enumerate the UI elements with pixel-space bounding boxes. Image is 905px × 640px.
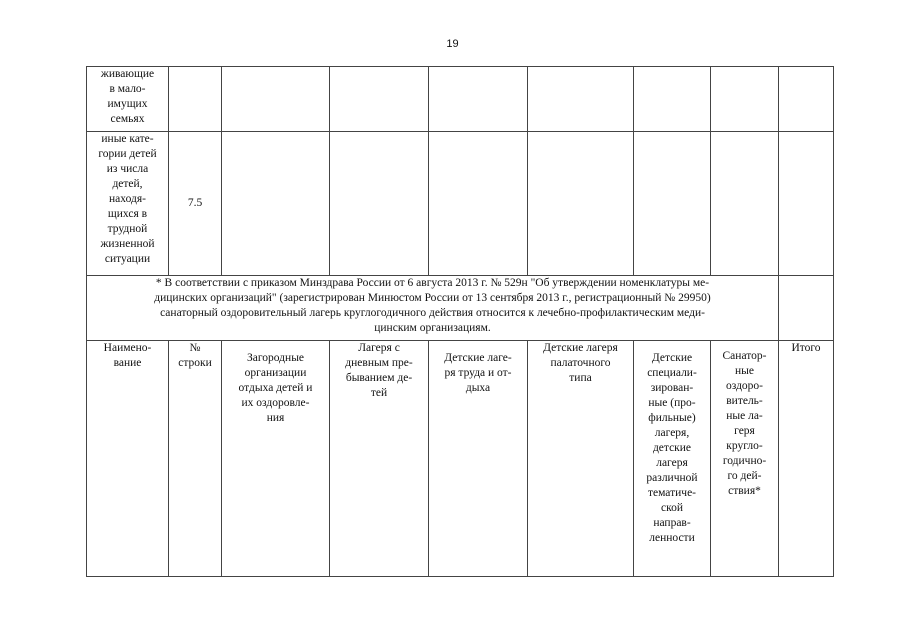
footnote-line: санаторный оздоровительный лагерь круглогодичного действия относится к лечебно-профилактическим меди- xyxy=(160,307,705,319)
data-cell xyxy=(779,67,834,132)
header-sanatorium-camps xyxy=(711,341,779,577)
data-cell xyxy=(711,67,779,132)
header-line: дыха xyxy=(465,382,491,394)
row-name-line: семьях xyxy=(110,113,145,125)
row-name-line: из числа xyxy=(106,163,149,175)
row-name-line: имущих xyxy=(107,98,148,110)
header-line: направ- xyxy=(653,517,691,529)
table-row xyxy=(87,67,834,132)
header-line: Детские xyxy=(651,352,693,364)
row-name-line: щихся в xyxy=(107,208,148,220)
header-line: тей xyxy=(370,387,388,399)
statistics-form-table xyxy=(86,66,834,577)
footnote-cell xyxy=(87,276,779,341)
header-total: Итого xyxy=(779,341,834,577)
header-line: ные xyxy=(735,365,754,377)
header-line: годично- xyxy=(722,455,767,467)
header-line: Загородные xyxy=(246,352,305,364)
row-name-line: в мало- xyxy=(109,83,146,95)
header-line: Наимено- xyxy=(103,342,152,354)
data-cell xyxy=(330,67,429,132)
column-header-row xyxy=(87,341,834,577)
data-cell xyxy=(528,67,634,132)
header-line: лагеря, xyxy=(654,427,690,439)
header-line: специали- xyxy=(647,367,697,379)
header-line: ствия* xyxy=(728,485,761,497)
data-cell xyxy=(528,132,634,276)
footnote-row xyxy=(87,276,834,341)
data-cell xyxy=(779,132,834,276)
header-line: лагеря xyxy=(656,457,688,469)
header-line: тематиче- xyxy=(647,487,697,499)
data-cell xyxy=(634,132,711,276)
header-specialized-camps xyxy=(634,341,711,577)
data-cell xyxy=(222,67,330,132)
row-name-line: трудной xyxy=(107,223,148,235)
row-name-line: гории детей xyxy=(98,148,157,160)
header-country-camps xyxy=(222,341,330,577)
footnote-line: * В соответствии с приказом Минздрава России от 6 августа 2013 г. № 529н "Об утверждении номенклатуры ме- xyxy=(155,277,710,289)
header-line: № xyxy=(189,342,201,354)
header-line: типа xyxy=(569,372,592,384)
row-name-line: жизненной xyxy=(100,238,155,250)
row-name-line: находя- xyxy=(109,193,146,205)
footnote-line: цинским организациям. xyxy=(374,322,491,334)
header-line: ленности xyxy=(649,532,695,544)
header-tent-camps xyxy=(528,341,634,577)
header-name xyxy=(87,341,169,577)
header-line: детские xyxy=(652,442,692,454)
data-cell xyxy=(429,132,528,276)
header-line: оздоро- xyxy=(725,380,763,392)
header-line: палаточного xyxy=(550,357,611,369)
header-line: быванием де- xyxy=(345,372,413,384)
header-line: ря труда и от- xyxy=(444,367,512,379)
data-cell xyxy=(222,132,330,276)
header-line: ные (про- xyxy=(648,397,696,409)
table-row xyxy=(87,132,834,276)
row-name-cell xyxy=(87,132,169,276)
header-line: Детские лагеря xyxy=(543,342,618,354)
footnote-line: дицинских организаций" (зарегистрирован Минюстом России от 13 сентября 2013 г., регистрационный № 29950) xyxy=(154,292,711,304)
header-row-number xyxy=(169,341,222,577)
header-line: фильные) xyxy=(648,412,696,424)
data-cell xyxy=(429,67,528,132)
row-name-line: иные кате- xyxy=(101,133,154,145)
header-line: отдыха детей и xyxy=(238,382,313,394)
header-line: Детские лаге- xyxy=(444,352,512,364)
header-line: различной xyxy=(646,472,698,484)
header-line: вание xyxy=(113,357,142,369)
header-line: Санатор- xyxy=(722,350,767,362)
data-cell xyxy=(634,67,711,132)
data-cell xyxy=(779,276,834,341)
header-line: строки xyxy=(178,357,212,369)
page-number: 19 xyxy=(446,38,459,50)
header-labor-camps xyxy=(429,341,528,577)
header-line: ской xyxy=(660,502,683,514)
data-cell xyxy=(330,132,429,276)
row-name-cell xyxy=(87,67,169,132)
row-name-line: ситуации xyxy=(104,253,151,265)
header-line: их оздоровле- xyxy=(241,397,310,409)
row-code-cell: 7.5 xyxy=(169,132,222,276)
header-line: кругло- xyxy=(726,440,763,452)
header-line: го дей- xyxy=(727,470,762,482)
row-name-line: детей, xyxy=(112,178,143,190)
row-name-line: живающие xyxy=(100,68,155,80)
header-line: дневным пре- xyxy=(345,357,413,369)
header-line: зирован- xyxy=(650,382,694,394)
header-line: ния xyxy=(266,412,285,424)
header-line: Лагеря с xyxy=(358,342,400,354)
header-line: геря xyxy=(734,425,755,437)
header-line: витель- xyxy=(726,395,763,407)
row-code-cell xyxy=(169,67,222,132)
header-day-camps xyxy=(330,341,429,577)
header-line: организации xyxy=(244,367,307,379)
data-cell xyxy=(711,132,779,276)
header-line: ные ла- xyxy=(726,410,763,422)
